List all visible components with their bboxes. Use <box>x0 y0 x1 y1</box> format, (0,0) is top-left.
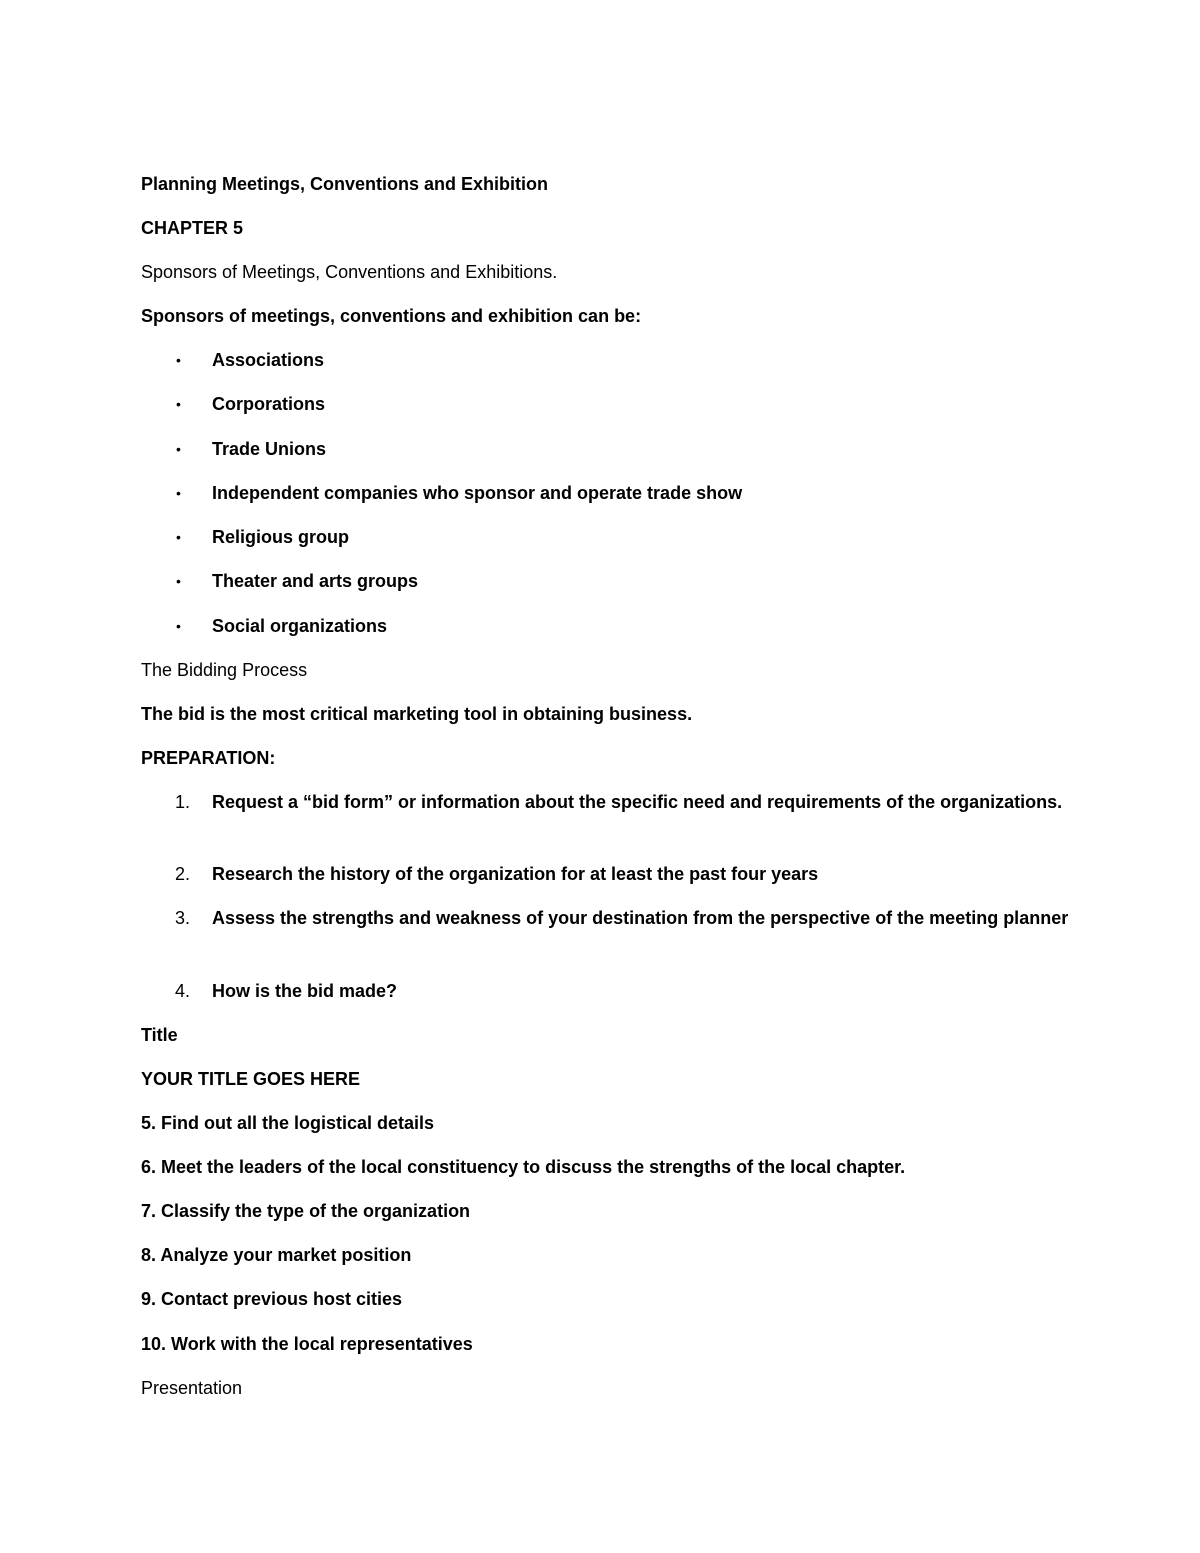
sponsor-item-text: Religious group <box>212 527 349 547</box>
section-heading-presentation: Presentation <box>141 1378 243 1398</box>
sponsor-item-text: Associations <box>212 350 325 370</box>
item-text: How is the bid made? <box>212 981 398 1001</box>
item-text: Research the history of the organization for at least the past four years <box>212 864 819 884</box>
item-number: 2. <box>175 864 191 884</box>
title-placeholder: YOUR TITLE GOES HERE <box>141 1069 361 1089</box>
item-number: 4. <box>175 981 191 1001</box>
bullet-icon: • <box>176 352 181 368</box>
bullet-icon: • <box>176 485 181 501</box>
section-heading-sponsors: Sponsors of Meetings, Conventions and Exhibitions. <box>141 262 558 282</box>
preparation-label: PREPARATION: <box>141 748 276 768</box>
sponsor-item-text: Social organizations <box>212 616 388 636</box>
bidding-statement: The bid is the most critical marketing tool in obtaining business. <box>141 704 693 724</box>
item-number: 1. <box>175 792 191 812</box>
bullet-icon: • <box>176 618 181 634</box>
title-label: Title <box>141 1025 178 1045</box>
item-text: Assess the strengths and weakness of your destination from the perspective of the meeting planner <box>212 908 1069 928</box>
sponsor-item-text: Trade Unions <box>212 439 327 459</box>
bullet-icon: • <box>176 529 181 545</box>
section-heading-bidding: The Bidding Process <box>141 660 308 680</box>
sponsor-item-text: Independent companies who sponsor and operate trade show <box>212 483 743 503</box>
chapter-label: CHAPTER 5 <box>141 218 244 238</box>
step-line: 7. Classify the type of the organization <box>141 1201 471 1221</box>
item-number: 3. <box>175 908 191 928</box>
step-line: 5. Find out all the logistical details <box>141 1113 435 1133</box>
sponsors-intro: Sponsors of meetings, conventions and exhibition can be: <box>141 306 642 326</box>
step-line: 9. Contact previous host cities <box>141 1289 403 1309</box>
document-title: Planning Meetings, Conventions and Exhibition <box>141 174 549 194</box>
bullet-icon: • <box>176 573 181 589</box>
sponsor-item-text: Theater and arts groups <box>212 571 419 591</box>
bullet-icon: • <box>176 396 181 412</box>
bullet-icon: • <box>176 441 181 457</box>
step-line: 8. Analyze your market position <box>141 1245 412 1265</box>
sponsor-item-text: Corporations <box>212 394 326 414</box>
step-line: 10. Work with the local representatives <box>141 1334 473 1354</box>
item-text: Request a “bid form” or information about the specific need and requirements of the organizations. <box>212 792 1063 812</box>
step-line: 6. Meet the leaders of the local constituency to discuss the strengths of the local chapter. <box>141 1157 906 1177</box>
